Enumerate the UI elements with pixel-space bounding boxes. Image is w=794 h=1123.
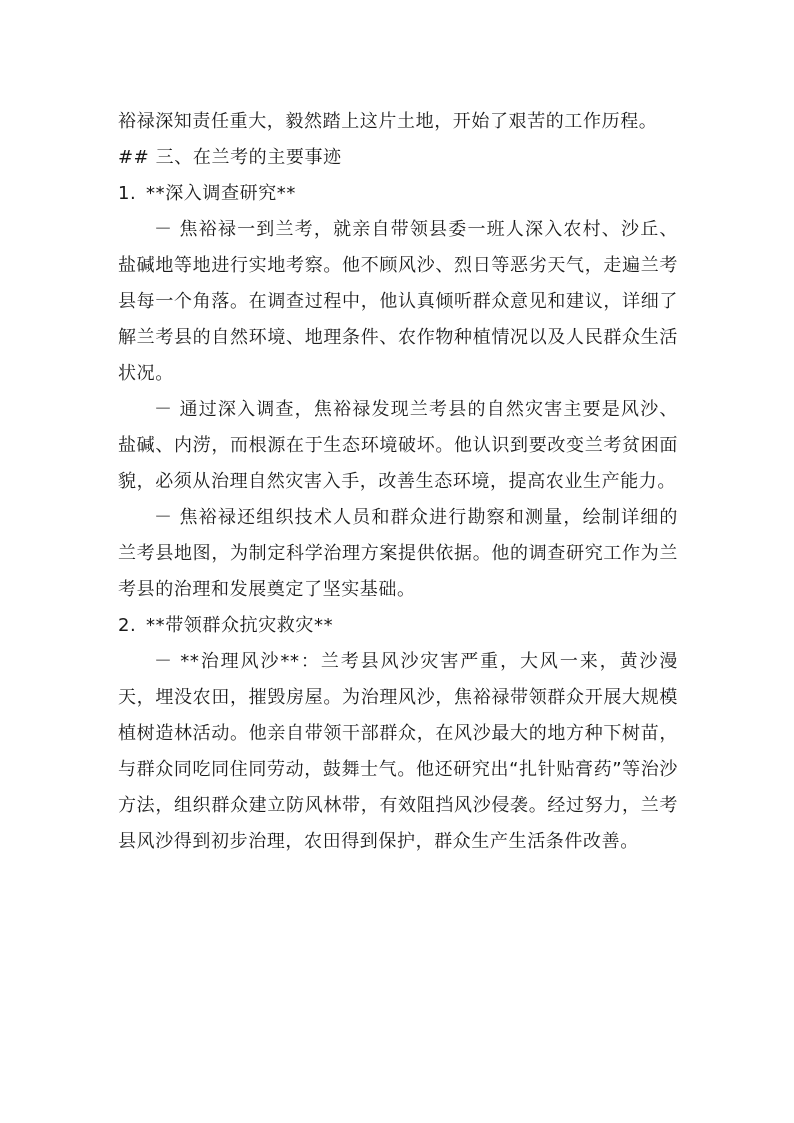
body-paragraph: － 通过深入调查，焦裕禄发现兰考县的自然灾害主要是风沙、盐碱、内涝，而根源在于生态环境破坏。他认识到要改变兰考贫困面貌，必须从治理自然灾害入手，改善生态环境，提高农业生产能力。	[118, 399, 678, 492]
document-body	[118, 104, 678, 860]
body-paragraph: － 焦裕禄还组织技术人员和群众进行勘察和测量，绘制详细的兰考县地图，为制定科学治理方案提供依据。他的调查研究工作为兰考县的治理和发展奠定了坚实基础。	[118, 507, 678, 600]
list-item-number: 1.	[118, 183, 137, 204]
list-item-heading-1	[118, 176, 678, 212]
list-item-number: 2.	[118, 615, 137, 636]
section-heading: ## 三、在兰考的主要事迹	[118, 147, 342, 168]
list-item-heading-2	[118, 608, 678, 644]
body-paragraph: － **治理风沙**：兰考县风沙灾害严重，大风一来，黄沙漫天，埋没农田，摧毁房屋。为治理风沙，焦裕禄带领群众开展大规模植树造林活动。他亲自带领干部群众，在风沙最大的地方种下树苗，与群众同吃同住同劳动，鼓舞士气。他还研究出“扎针贴膏药”等治沙方法，组织群众建立防风林带，有效阻挡风沙侵袭。经过努力，兰考县风沙得到初步治理，农田得到保护，群众生产生活条件改善。	[118, 651, 678, 852]
list-item-title: **深入调查研究**	[146, 183, 296, 204]
intro-paragraph: 裕禄深知责任重大，毅然踏上这片土地，开始了艰苦的工作历程。	[118, 111, 658, 132]
body-paragraph: － 焦裕禄一到兰考，就亲自带领县委一班人深入农村、沙丘、盐碱地等地进行实地考察。他不顾风沙、烈日等恶劣天气，走遍兰考县每一个角落。在调查过程中，他认真倾听群众意见和建议，详细了解兰考县的自然环境、地理条件、农作物种植情况以及人民群众生活状况。	[118, 219, 678, 384]
list-item-title: **带领群众抗灾救灾**	[146, 615, 334, 636]
